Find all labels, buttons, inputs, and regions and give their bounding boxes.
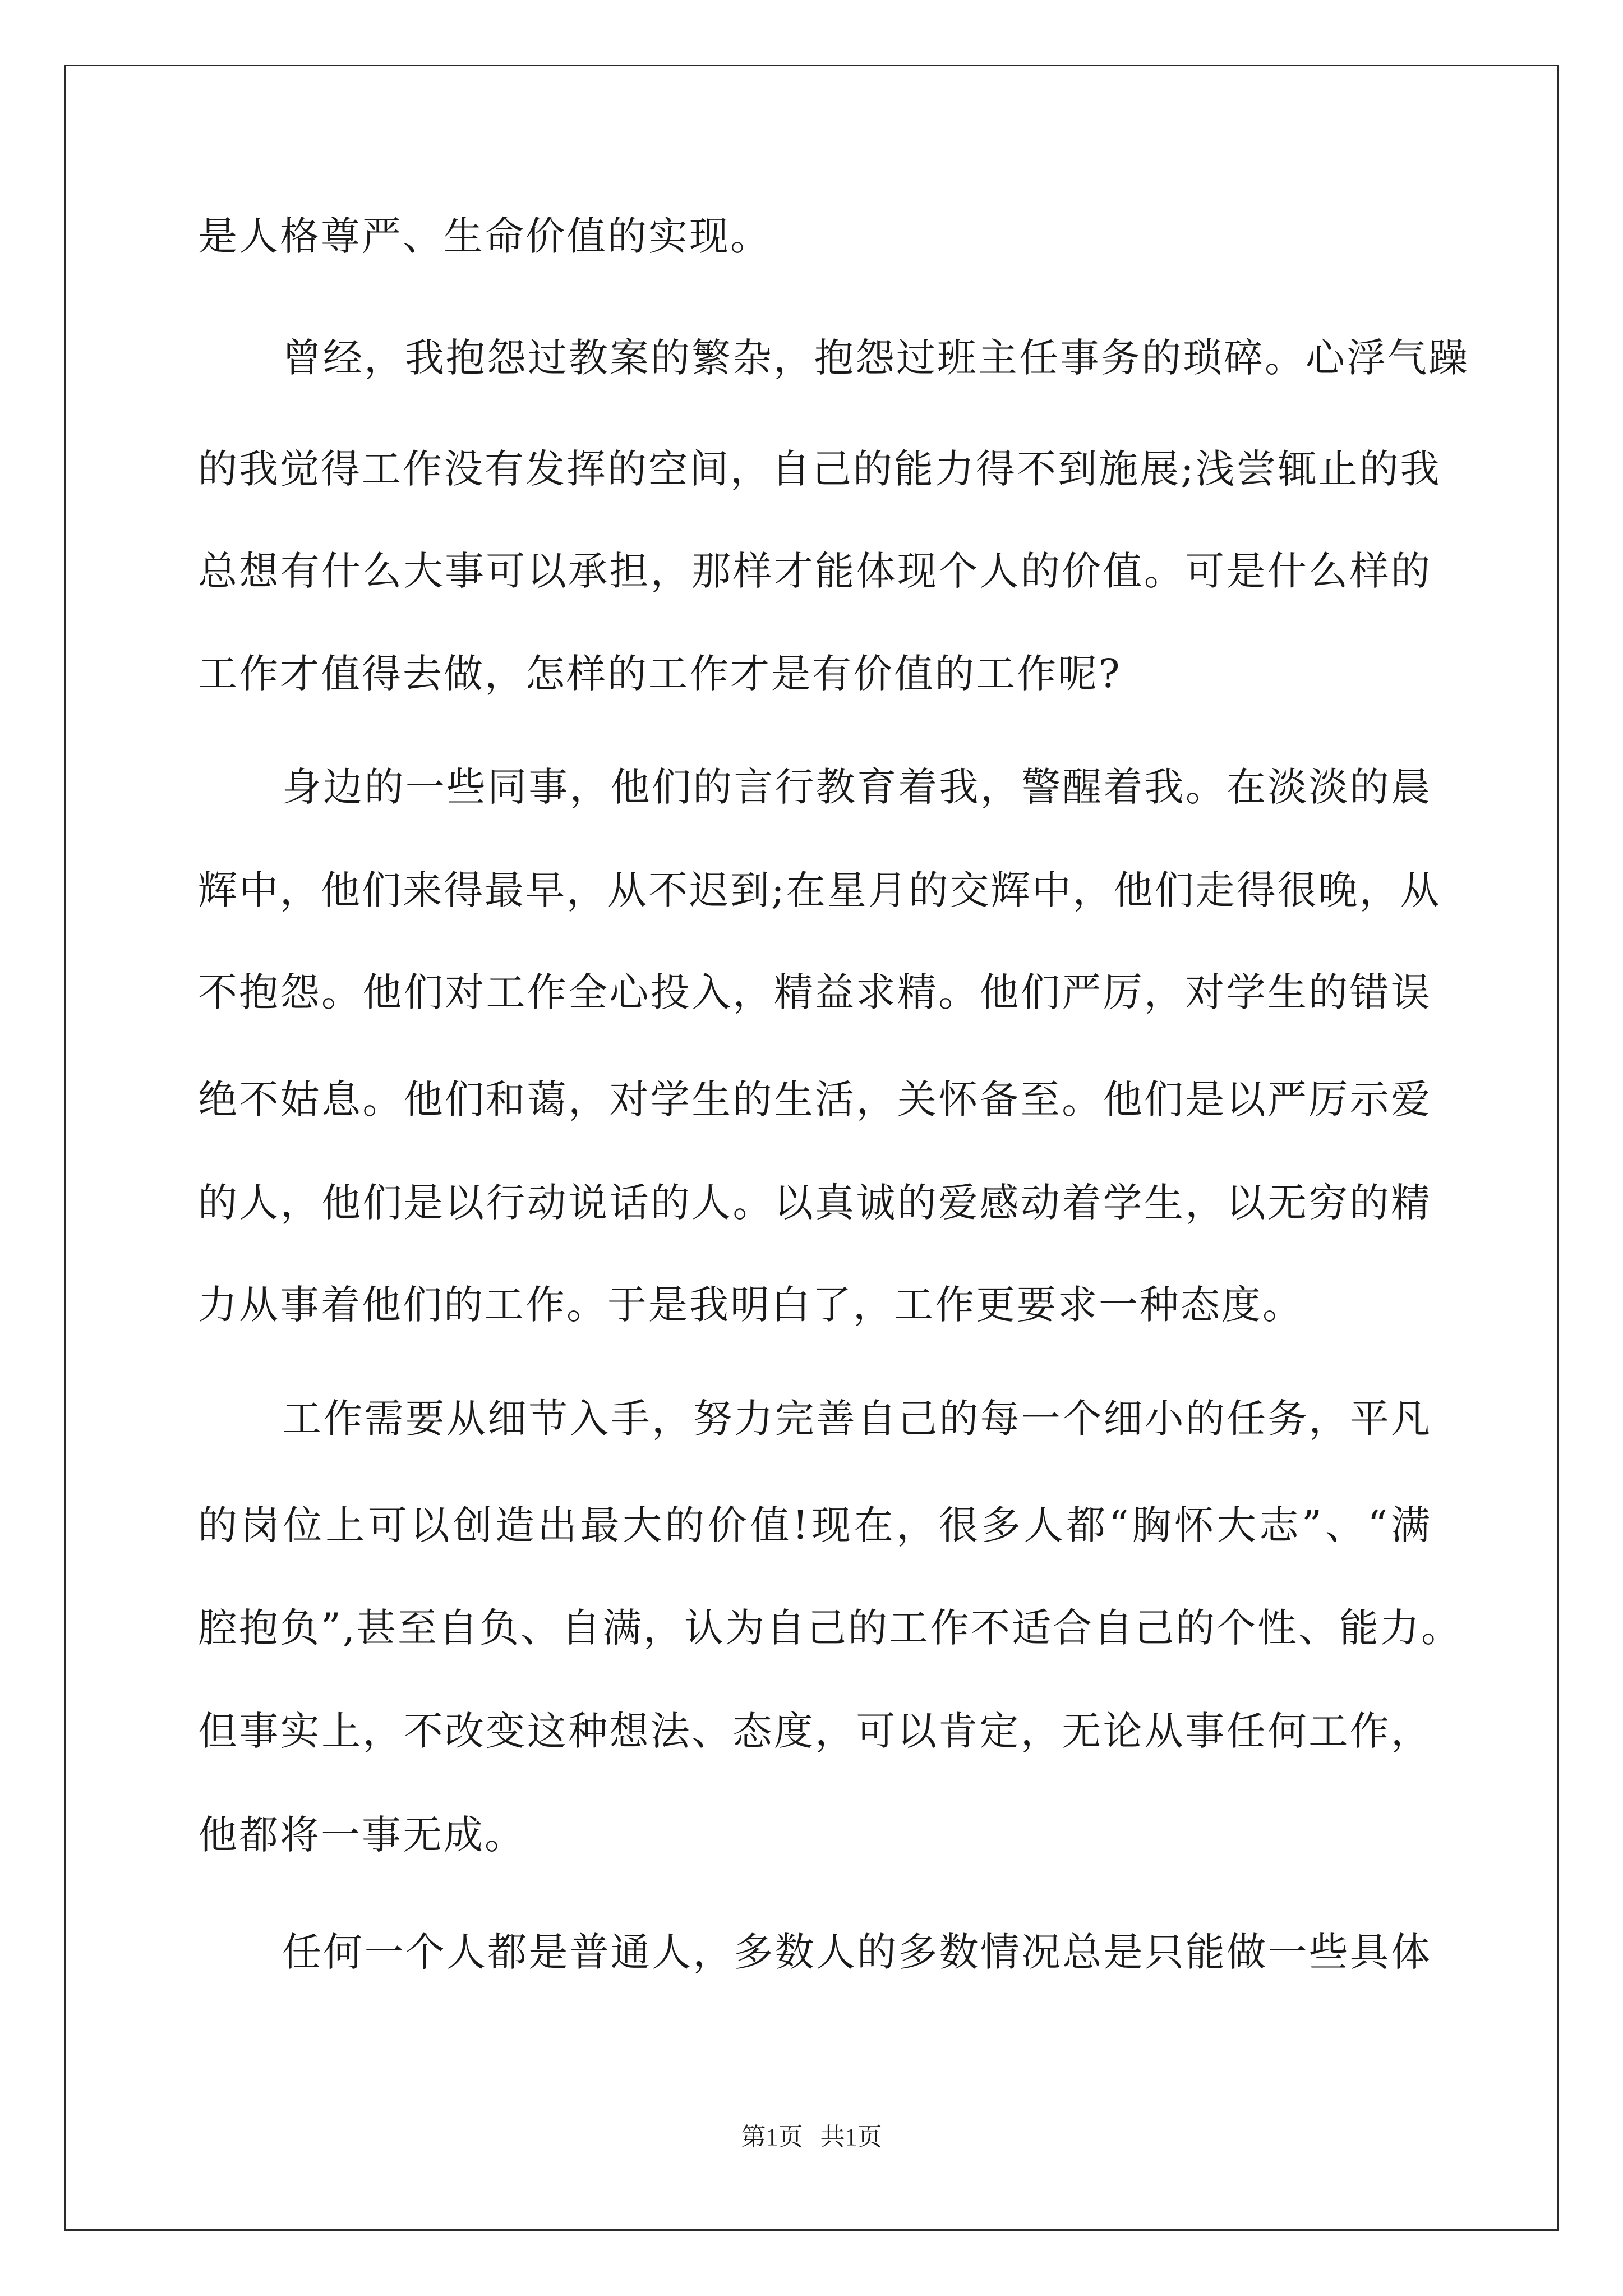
text-line: 身边的一些同事，他们的言行教育着我，警醒着我。在淡淡的晨	[282, 764, 1432, 810]
page-total: 共1页	[820, 2123, 882, 2151]
text-line: 不抱怨。他们对工作全心投入，精益求精。他们严厉，对学生的错误	[198, 969, 1432, 1015]
text-line: 总想有什么大事可以承担，那样才能体现个人的价值。可是什么样的	[198, 548, 1432, 594]
text-line: 的我觉得工作没有发挥的空间，自己的能力得不到施展;浅尝辄止的我	[198, 446, 1441, 492]
page-border	[64, 65, 1559, 2231]
text-line: 的岗位上可以创造出最大的价值!现在，很多人都“胸怀大志”、“满	[198, 1502, 1432, 1548]
text-line: 的人，他们是以行动说话的人。以真诚的爱感动着学生，以无穷的精	[198, 1180, 1432, 1226]
text-line: 但事实上，不改变这种想法、态度，可以肯定，无论从事任何工作，	[198, 1708, 1432, 1754]
text-line: 绝不姑息。他们和蔼，对学生的生活，关怀备至。他们是以严厉示爱	[198, 1076, 1432, 1122]
text-line: 力从事着他们的工作。于是我明白了，工作更要求一种态度。	[198, 1282, 1303, 1328]
text-line: 腔抱负”,甚至自负、自满，认为自己的工作不适合自己的个性、能力。	[198, 1605, 1463, 1651]
text-line: 辉中，他们来得最早，从不迟到;在星月的交辉中，他们走得很晚，从	[198, 867, 1441, 913]
text-line: 工作需要从细节入手，努力完善自己的每一个细小的任务，平凡	[282, 1396, 1432, 1442]
text-line: 他都将一事无成。	[198, 1812, 525, 1858]
text-line: 任何一个人都是普通人，多数人的多数情况总是只能做一些具体	[282, 1929, 1432, 1975]
page-number: 第1页	[741, 2123, 803, 2151]
text-line: 工作才值得去做，怎样的工作才是有价值的工作呢?	[198, 651, 1122, 697]
text-line: 是人格尊严、生命价值的实现。	[198, 213, 771, 259]
text-line: 曾经，我抱怨过教案的繁杂，抱怨过班主任事务的琐碎。心浮气躁	[282, 335, 1469, 381]
page-footer	[0, 2120, 1623, 2154]
